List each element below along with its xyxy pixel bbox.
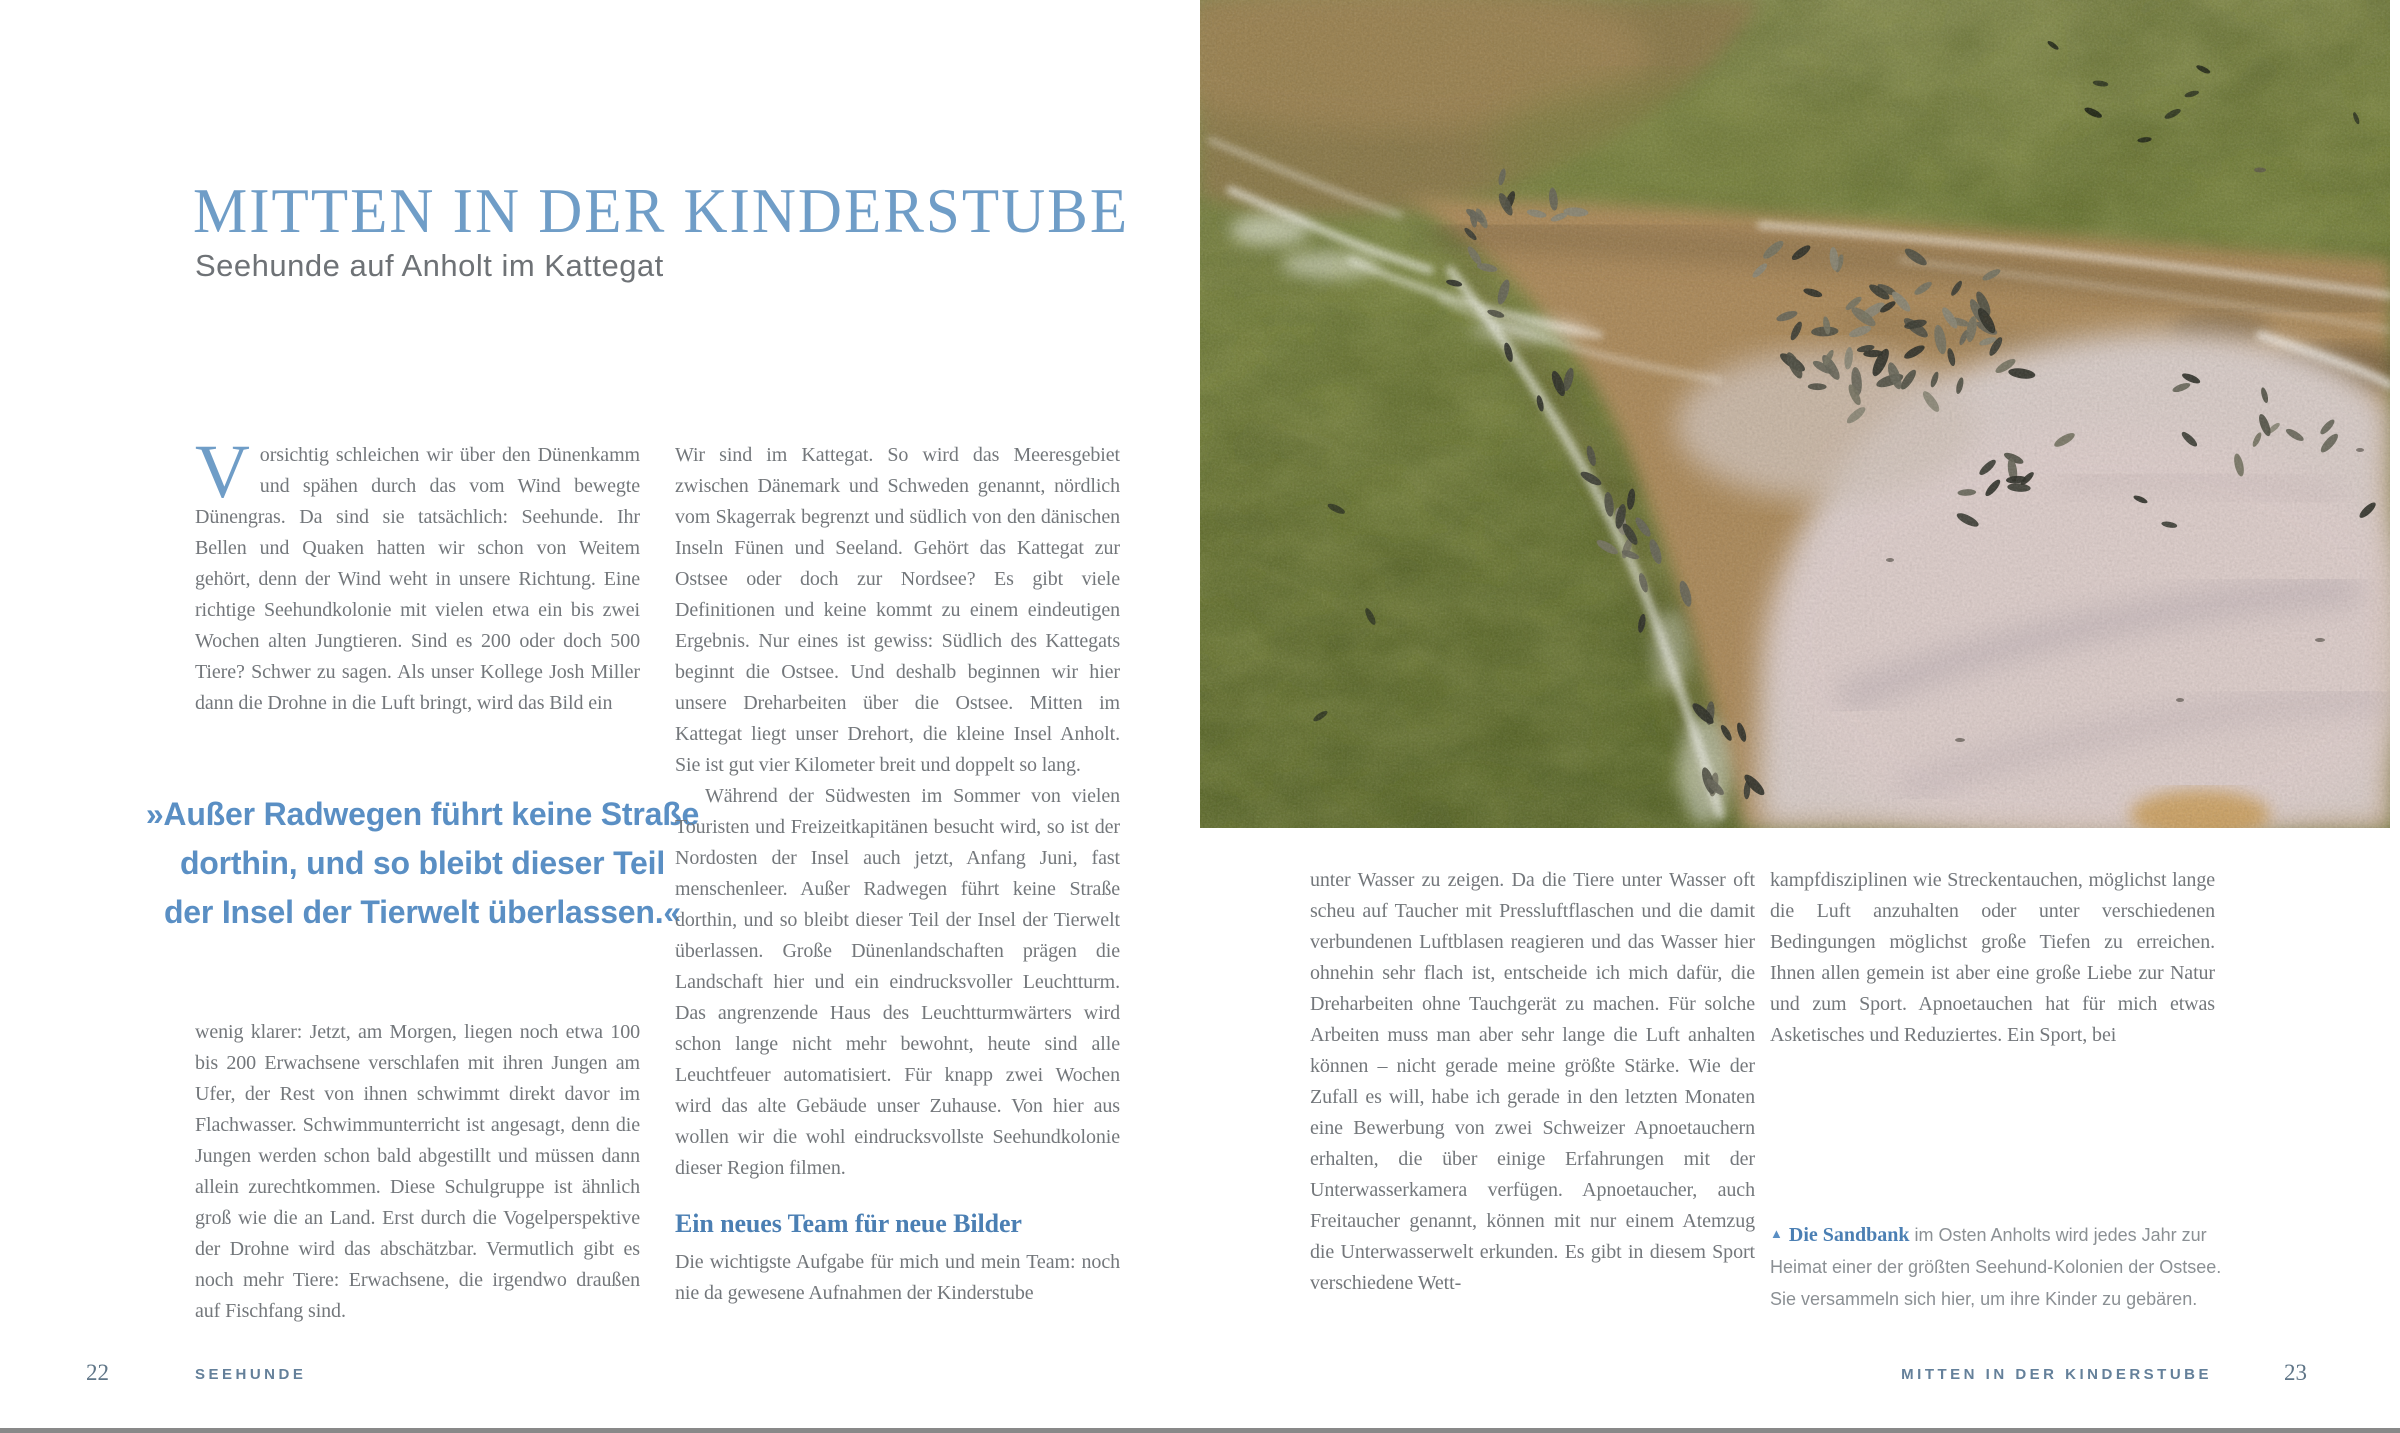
paragraph-text: orsichtig schleichen wir über den Dünenkamm und spähen durch das vom Wind bewegte Dünengras. Da sind sie tatsächlich: Seehunde. Ihr Bellen und Quaken hatten wir schon von Weitem gehört, denn der Wind weht in unsere Richtung. Eine richtige Seehundkolonie mit vielen etwa ein bis zwei Wochen alten Jungtieren. Sind es 200 oder doch 500 Tiere? Schwer zu sagen. Als unser Kollege Josh Miller dann die Drohne in die Luft bringt, wird das Bild ein [195,444,640,714]
paragraph-text: wenig klarer: Jetzt, am Morgen, liegen noch etwa 100 bis 200 Erwachsene verschlafen mit ihren Jungen am Ufer, der Rest von ihnen schwimmt direkt davor im Flachwasser. Schwimmunterricht ist angesagt, denn die Jungen werden schon bald abgestillt und müssen dann allein zurechtkommen. Diese Schulgruppe ist ähnlich groß wie die an Land. Erst durch die Vogelperspektive der Drohne wird das abschätzbar. Vermutlich gibt es noch mehr Tiere: Erwachsene, die irgendwo draußen auf Fischfang sind. [195,1021,640,1322]
paragraph-text: Die wichtigste Aufgabe für mich und mein Team: noch nie da gewesene Aufnahmen der Kinderstube [675,1251,1120,1304]
page-number-left: 22 [86,1360,109,1385]
page-title: MITTEN IN DER KINDERSTUBE [193,177,1130,247]
drop-cap: V [195,430,250,514]
photo-grain [1200,0,2390,828]
paragraph-text: unter Wasser zu zeigen. Da die Tiere unter Wasser oft scheu auf Taucher mit Pressluftflaschen und die damit verbundenen Luftblasen reagieren und das Wasser hier ohnehin sehr flach ist, entscheide ich mich dafür, die Dreharbeiten ohne Tauchgerät zu machen. Für solche Arbeiten muss man aber sehr lange die Luft anhalten können – nicht gerade meine größte Stärke. Wie der Zufall es will, habe ich gerade in den letzten Monaten eine Bewerbung von zwei Schweizer Apnoetauchern erhalten, die über einige Erfahrungen mit der Unterwasserkamera verfügen. Apnoetaucher, auch Freitaucher genannt, können mit nur einem Atemzug die Unterwasserwelt erkunden. Es gibt in diesem Sport verschiedene Wett- [1310,869,1755,1294]
page-number-right: 23 [2284,1360,2307,1385]
aerial-photo-sandbank [1200,0,2390,828]
right-column-2 [1770,865,2215,1051]
pull-quote-line: »Außer Radwegen führt keine Straße [145,796,700,832]
paragraph-text: Wir sind im Kattegat. So wird das Meeresgebiet zwischen Dänemark und Schweden genannt, nördlich vom Skagerrak begrenzt und südlich von den dänischen Inseln Fünen und Seeland. Gehört das Kattegat zur Ostsee oder doch zur Nordsee? Es gibt viele Definitionen und keine kommt zu einem eindeutigen Ergebnis. Nur eines ist gewiss: Südlich des Kattegats beginnt die Ostsee. Und deshalb beginnen wir hier unsere Dreharbeiten über die Ostsee. Mitten im Kattegat liegt unser Drehort, die kleine Insel Anholt. Sie ist gut vier Kilometer breit und doppelt so lang. [675,444,1120,776]
right-column-1 [1310,865,1755,1299]
left-column-1-continued [195,1017,640,1327]
photo-caption [1770,1218,2222,1315]
section-heading: Ein neues Team für neue Bilder [675,1209,1022,1238]
pull-quote-line: der Insel der Tierwelt überlassen.« [163,894,682,930]
caption-triangle-icon: ▲ [1770,1226,1783,1241]
page-bottom-edge [0,1428,2400,1433]
page-subtitle: Seehunde auf Anholt im Kattegat [195,248,664,283]
caption-text: im Osten Anholts wird jedes Jahr zur Heimat einer der größten Seehund-Kolonien der Ostsee. Sie versammeln sich hier, um ihre Kinder zu gebären. [1770,1225,2222,1309]
running-footer-left: SEEHUNDE [195,1366,307,1383]
paragraph-dropcap [195,430,640,719]
running-footer-right: MITTEN IN DER KINDERSTUBE [1901,1366,2212,1383]
pull-quote [85,790,760,937]
left-column-1 [195,430,640,719]
aerial-photo-art [1200,0,2390,828]
pull-quote-line: dorthin, und so bleibt dieser Teil [179,845,666,881]
left-column-2 [675,440,1120,1309]
paragraph-text: kampfdisziplinen wie Streckentauchen, möglichst lange die Luft anzuhalten oder unter verschiedenen Bedingungen möglichst große Tiefen zu erreichen. Ihnen allen gemein ist aber eine große Liebe zur Natur und zum Sport. Apnoetauchen hat für mich etwas Asketisches und Reduziertes. Ein Sport, bei [1770,869,2215,1046]
paragraph-text: Während der Südwesten im Sommer von vielen Touristen und Freizeitkapitänen besucht wird, so ist der Nordosten der Insel auch jetzt, Anfang Juni, fast menschenleer. Außer Radwegen führt keine Straße dorthin, und so bleibt dieser Teil der Insel der Tierwelt überlassen. Große Dünenlandschaften prägen die Landschaft hier und ein eindrucksvoller Leuchtturm. Das angrenzende Haus des Leuchtturmwärters wird schon lange nicht mehr bewohnt, heute sind alle Leuchtfeuer automatisiert. Für knapp zwei Wochen wird das alte Gebäude unser Zuhause. Von hier aus wollen wir die wohl eindrucksvollste Seehundkolonie dieser Region filmen. [675,785,1120,1179]
caption-lead: Die Sandbank [1788,1224,1910,1246]
